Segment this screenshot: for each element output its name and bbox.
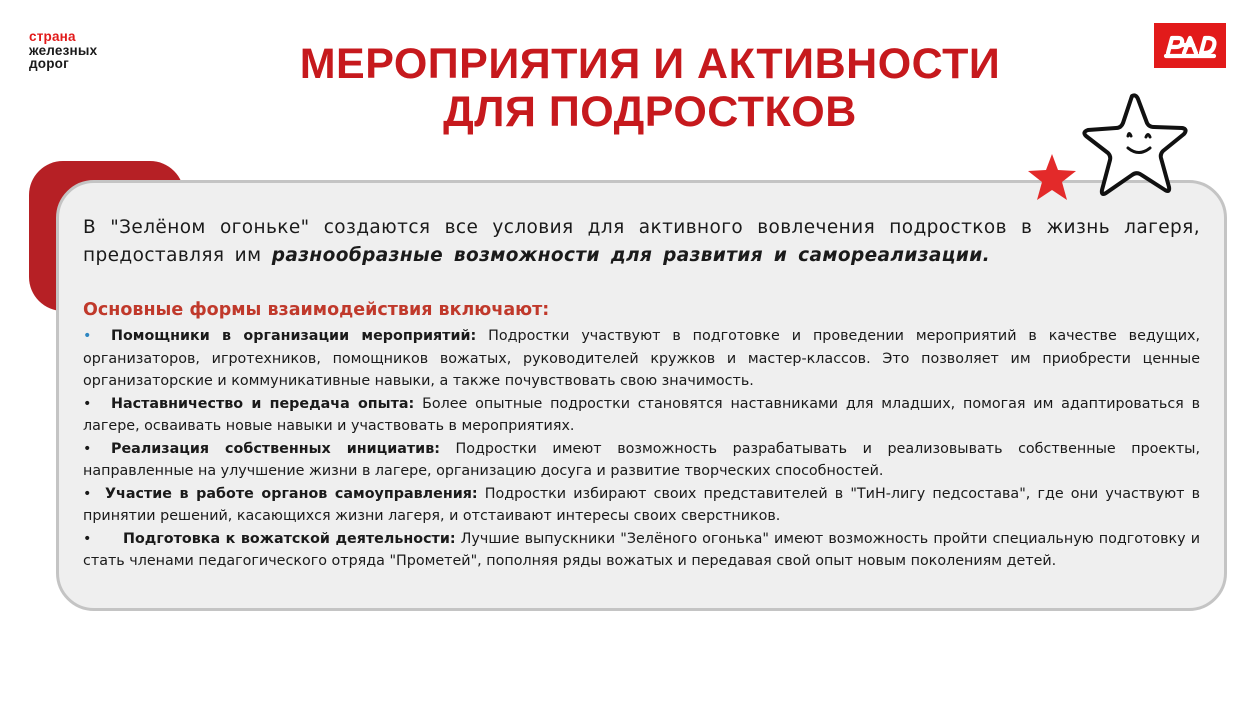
brand-wordmark bbox=[29, 30, 97, 71]
list-item-text: Подростки имеют возможность разрабатывать и реализовывать собственные проекты, направленные на улучшение жизни в лагере, организацию досуга и развитие творческих способностей. bbox=[83, 440, 1200, 479]
list-item bbox=[83, 438, 1200, 483]
list-item-text: Подростки избирают своих представителей в "ТиН-лигу педсостава", где они участвуют в принятии решений, касающихся жизни лагеря, и отстаивают интересы своих сверстников. bbox=[83, 485, 1200, 524]
bullet-icon: • bbox=[83, 485, 92, 502]
list-item-text: Лучшие выпускники "Зелёного огонька" имеют возможность пройти специальную подготовку и стать членами педагогического отряда "Прометей", пополняя ряды вожатых и передавая свой опыт новым поколениям детей. bbox=[83, 530, 1200, 569]
bullet-icon: • bbox=[83, 530, 92, 547]
list-item bbox=[83, 393, 1200, 438]
intro-paragraph bbox=[83, 214, 1200, 270]
red-star-icon bbox=[1026, 152, 1078, 202]
forms-heading: Основные формы взаимодействия включают: bbox=[83, 300, 550, 320]
list-item-title: Наставничество и передача опыта: bbox=[111, 395, 415, 412]
list-item bbox=[83, 325, 1200, 393]
list-item-title: Участие в работе органов самоуправления: bbox=[105, 485, 478, 502]
brand-line-1: страна bbox=[29, 29, 76, 44]
brand-line-2: железных bbox=[29, 42, 98, 58]
page-title-line-1: МЕРОПРИЯТИЯ И АКТИВНОСТИ bbox=[299, 40, 1001, 88]
page-title-line-2: ДЛЯ ПОДРОСТКОВ bbox=[443, 88, 857, 136]
bullet-icon: • bbox=[83, 395, 92, 412]
intro-text: В "Зелёном огоньке" создаются все условия для активного вовлечения подростков в жизнь лагеря, предоставляя им bbox=[83, 217, 1200, 266]
bullet-icon: • bbox=[83, 440, 92, 457]
list-item-text: Более опытные подростки становятся наставниками для младших, помогая им адаптироваться в лагере, осваивать новые навыки и участвовать в мероприятиях. bbox=[83, 395, 1201, 434]
list-item-title: Подготовка к вожатской деятельности: bbox=[123, 530, 456, 547]
brand-line-3: дорог bbox=[29, 56, 69, 71]
list-item-title: Помощники в организации мероприятий: bbox=[111, 328, 477, 344]
bullet-icon: • bbox=[83, 328, 92, 344]
page-title bbox=[150, 40, 1150, 136]
smiling-star-icon bbox=[1074, 90, 1194, 205]
rzd-logo-icon bbox=[1154, 23, 1226, 68]
list-item-title: Реализация собственных инициатив: bbox=[111, 440, 440, 457]
list-item bbox=[83, 483, 1200, 528]
intro-emphasis: разнообразные возможности для развития и самореализации. bbox=[271, 245, 991, 266]
forms-list bbox=[83, 325, 1200, 573]
list-item-text: Подростки участвуют в подготовке и проведении мероприятий в качестве ведущих, организаторов, игротехников, помощников вожатых, руководителей кружков и мастер-классов. Это позволяет им приобрести ценные организаторские и коммуникативные навыки, а также почувствовать свою значимость. bbox=[83, 328, 1200, 389]
list-item bbox=[83, 528, 1200, 573]
